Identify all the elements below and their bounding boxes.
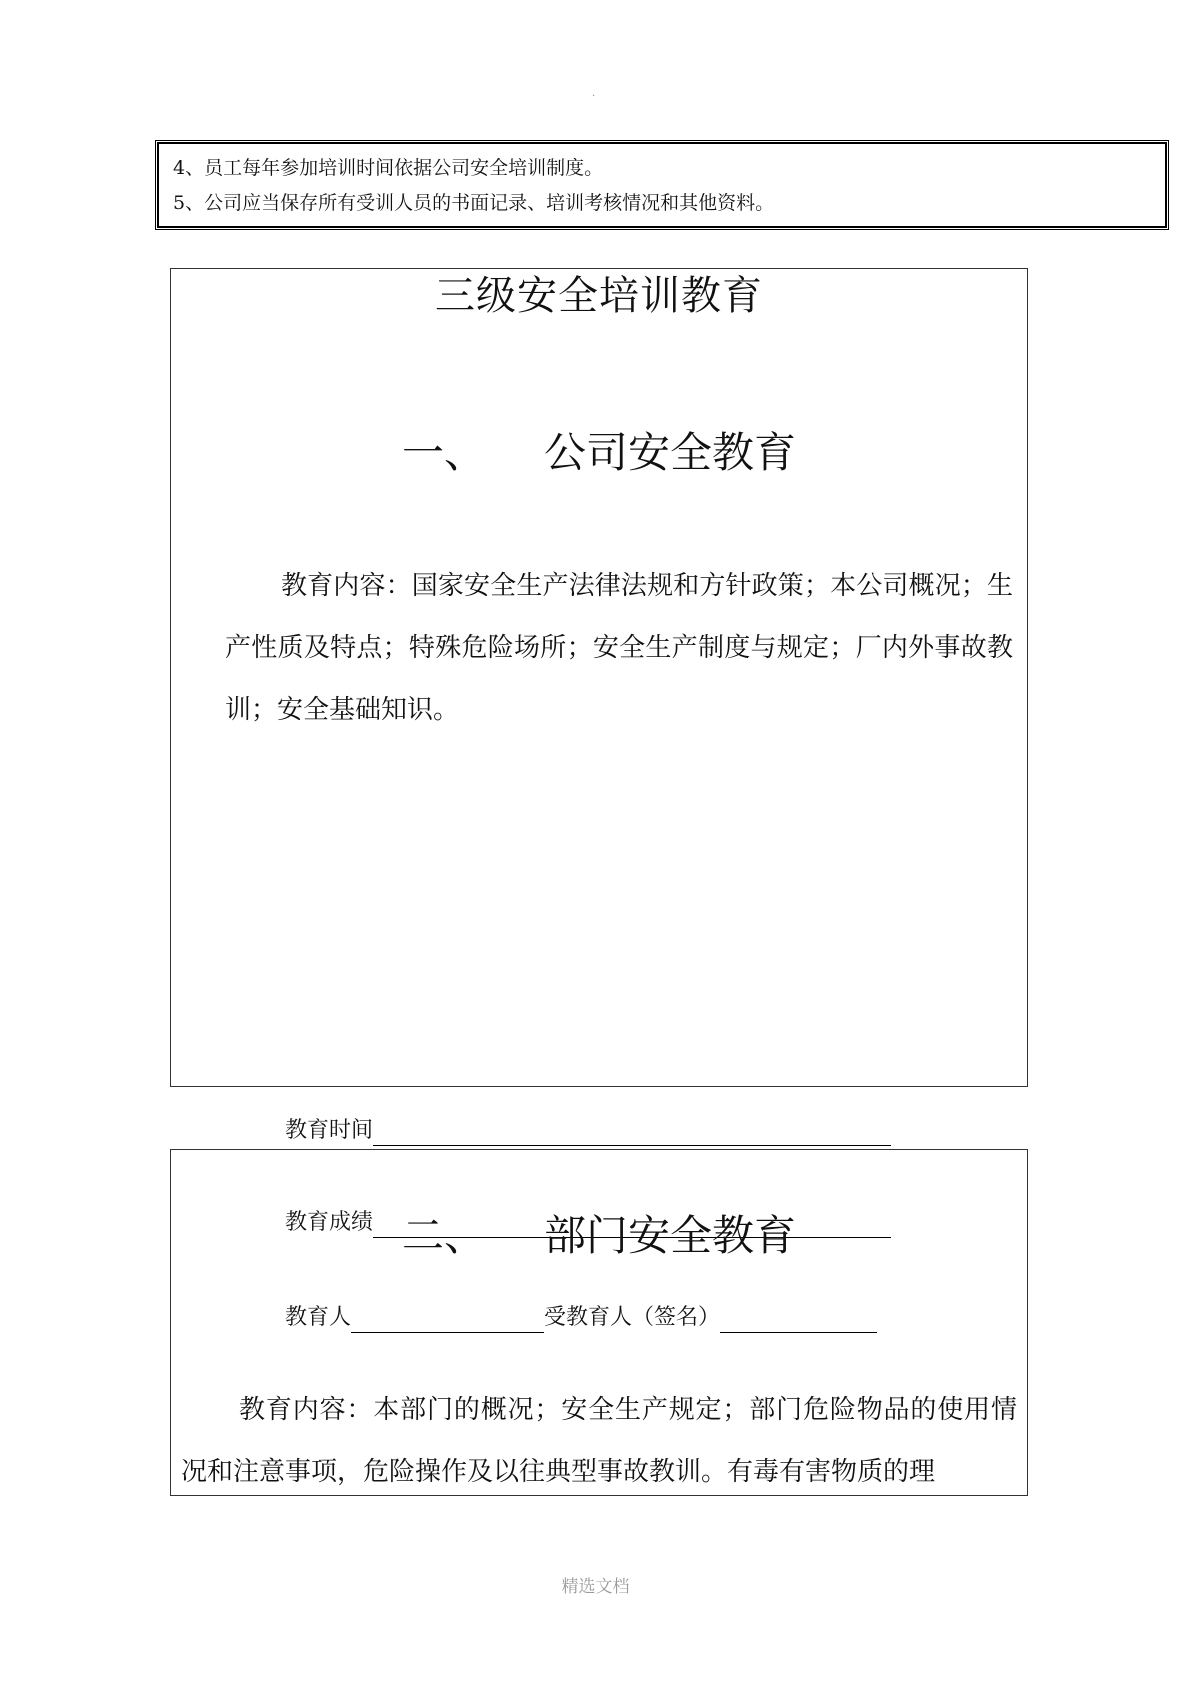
page-footer: 精选文档: [561, 1577, 630, 1597]
education-time-label: 教育时间: [285, 1118, 374, 1143]
document-title: 三级安全培训教育: [435, 273, 763, 319]
rules-box: [158, 143, 1166, 227]
education-time-blank[interactable]: [373, 1115, 891, 1146]
department-safety-card: [170, 1149, 1028, 1496]
section-title-department: [171, 1210, 1027, 1262]
section-number: 一、: [401, 428, 486, 477]
education-time-field: [285, 1115, 891, 1146]
rule-line-5: 5、公司应当保存所有受训人员的书面记录、培训考核情况和其他资料。: [173, 192, 775, 214]
page-header-mark: .: [592, 88, 596, 99]
section-title-company: [171, 427, 1027, 479]
section-name: 部门安全教育: [544, 1211, 797, 1260]
educator-label: 教育人: [285, 1305, 352, 1330]
education-content: 教育内容：国家安全生产法律法规和方针政策；本公司概况；生产性质及特点；特殊危险场所；安全生产制度与规定；厂内外事故教训；安全基础知识。: [225, 571, 1013, 725]
rule-line-4: 4、员工每年参加培训时间依据公司安全培训制度。: [173, 157, 604, 179]
education-score-label: 教育成绩: [285, 1210, 374, 1235]
education-content: 教育内容：本部门的概况；安全生产规定；部门危险物品的使用情况和注意事项，危险操作及以往典型事故教训。有毒有害物质的理: [181, 1395, 1017, 1487]
section-number: 二、: [401, 1211, 486, 1260]
trainee-label: 受教育人（签名）: [544, 1305, 721, 1330]
section-name: 公司安全教育: [544, 428, 797, 477]
